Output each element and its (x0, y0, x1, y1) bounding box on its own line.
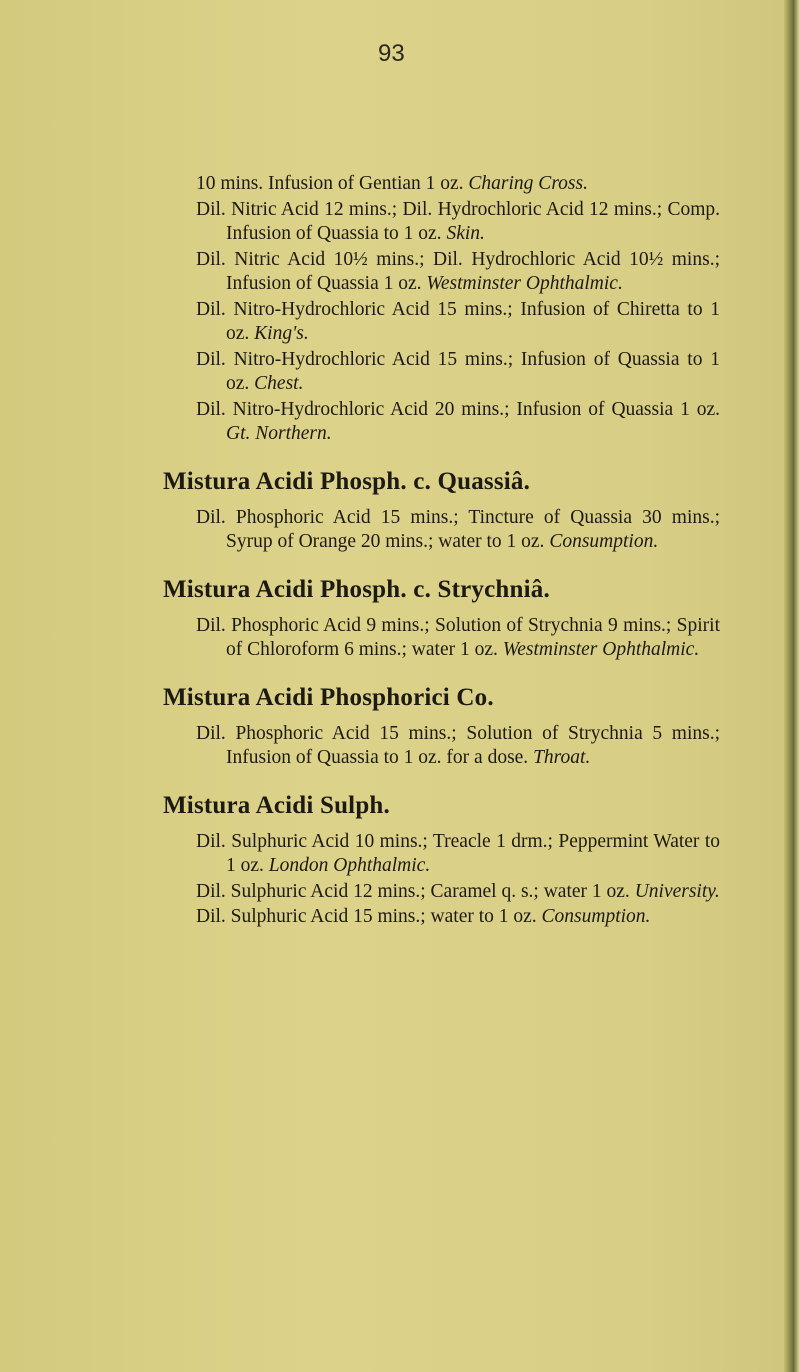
hospital-source: London Ophthalmic. (268, 855, 431, 876)
formula-entry (196, 905, 720, 930)
page-edge (784, 0, 800, 1372)
formula-text: Dil. Phosphoric Acid 9 mins.; Solution of Strychnia 9 mins.; Spirit of Chloroform 6 mins.; water 1 oz. (196, 614, 720, 660)
hospital-source: Skin. (446, 223, 485, 244)
hospital-source: Gt. Northern. (226, 423, 332, 444)
formula-entry (196, 298, 720, 347)
section-heading: Mistura Acidi Phosphorici Co. (163, 683, 494, 711)
hospital-source: Chest. (254, 373, 304, 394)
hospital-source: King's. (254, 323, 309, 344)
formula-entry (196, 506, 720, 555)
hospital-source: Charing Cross. (468, 173, 588, 194)
section-heading: Mistura Acidi Phosph. c. Quassiâ. (163, 467, 531, 495)
formula-entry (196, 198, 720, 247)
hospital-source: Throat. (533, 747, 591, 768)
formula-text: Dil. Nitric Acid 12 mins.; Dil. Hydrochloric Acid 12 mins.; Comp. Infusion of Quassia to 1 oz. (196, 198, 720, 244)
formula-entry (196, 348, 720, 397)
hospital-source: Westminster Ophthalmic. (426, 273, 623, 294)
hospital-source: Consumption. (549, 531, 659, 552)
hospital-source: Westminster Ophthalmic. (502, 639, 700, 660)
formula-entry (196, 248, 720, 297)
formula-entry (196, 722, 720, 771)
formula-text: Dil. Sulphuric Acid 15 mins.; water to 1 oz. (196, 906, 542, 927)
formula-text: 10 mins. Infusion of Gentian 1 oz. (196, 173, 469, 194)
page-number: 93 (378, 40, 405, 67)
hospital-source: Consumption. (541, 906, 651, 927)
formula-entry (196, 398, 720, 447)
formula-text: Dil. Sulphuric Acid 12 mins.; Caramel q. s.; water 1 oz. (196, 880, 635, 902)
formula-text: Dil. Nitro-Hydrochloric Acid 15 mins.; Infusion of Quassia to 1 oz. (196, 348, 720, 394)
formula-text: Dil. Phosphoric Acid 15 mins.; Tincture of Quassia 30 mins.; Syrup of Orange 20 mins.; water to 1 oz. (196, 506, 720, 552)
formula-text: Dil. Phosphoric Acid 15 mins.; Solution of Strychnia 5 mins.; Infusion of Quassia to 1 oz. for a dose. (196, 722, 720, 768)
section-heading: Mistura Acidi Sulph. (163, 791, 390, 819)
section-heading: Mistura Acidi Phosph. c. Strychniâ. (163, 575, 550, 603)
hospital-source: University. (634, 880, 720, 902)
page-content (163, 172, 720, 931)
formula-entry (196, 614, 720, 663)
formula-entry (196, 880, 720, 905)
formula-text: Dil. Nitro-Hydrochloric Acid 15 mins.; Infusion of Chiretta to 1 oz. (196, 298, 720, 344)
formula-text: Dil. Sulphuric Acid 10 mins.; Treacle 1 drm.; Peppermint Water to 1 oz. (196, 830, 720, 876)
formula-text: Dil. Nitro-Hydrochloric Acid 20 mins.; Infusion of Quassia 1 oz. (196, 398, 720, 420)
formula-entry (196, 172, 720, 197)
formula-text: Dil. Nitric Acid 10½ mins.; Dil. Hydrochloric Acid 10½ mins.; Infusion of Quassia 1 oz. (196, 248, 720, 294)
formula-entry (196, 830, 720, 879)
